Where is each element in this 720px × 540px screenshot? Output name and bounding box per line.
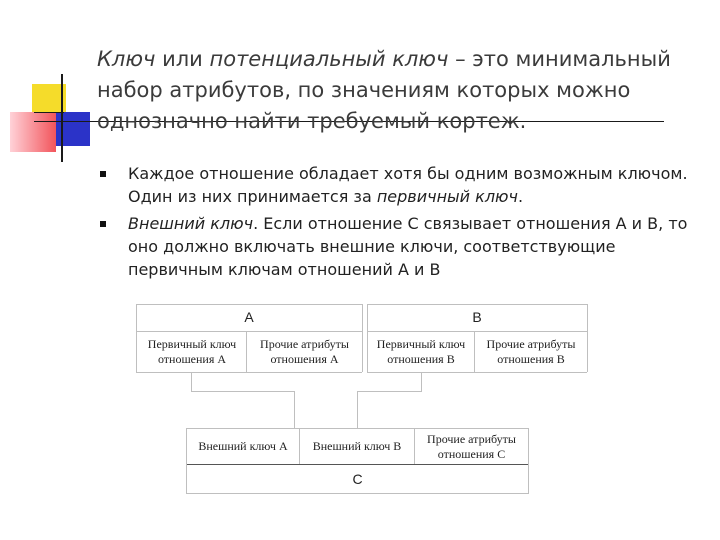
relation-c-foreign-key-a: Внешний ключ А bbox=[198, 439, 288, 453]
bullet-text: . Если отношение С связывает отношения А и В, то оно должно включать внешние ключи, соответствующие первичным ключам отношений А и В bbox=[128, 214, 688, 279]
bullet-italic: первичный ключ bbox=[376, 187, 518, 206]
bullet-item bbox=[96, 162, 706, 208]
bullet-item bbox=[96, 212, 706, 281]
bullet-text: Каждое отношение обладает хотя бы одним возможным ключом. Один из них принимается за bbox=[128, 164, 688, 206]
relation-c-name: C bbox=[352, 470, 363, 487]
relation-a-attributes: Прочие атрибуты отношения А bbox=[260, 337, 349, 366]
relation-b-name: B bbox=[472, 309, 482, 325]
relation-c-attributes: Прочие атрибуты отношения С bbox=[427, 431, 516, 461]
title-term-key: Ключ bbox=[97, 47, 156, 71]
title-term-candidate-key: потенциальный ключ bbox=[209, 47, 449, 71]
bullet-italic: Внешний ключ bbox=[128, 214, 254, 233]
title-or: или bbox=[155, 47, 210, 71]
vertical-rule bbox=[61, 74, 63, 162]
bullet-list bbox=[96, 162, 706, 285]
relation-a-primary-key: Первичный ключ отношения А bbox=[147, 337, 237, 366]
relation-a-name: A bbox=[244, 309, 254, 325]
relation-b-primary-key: Первичный ключ отношения В bbox=[376, 337, 466, 366]
bullet-marker bbox=[100, 171, 106, 177]
bullet-text-end: . bbox=[517, 187, 524, 206]
relation-b-attributes: Прочие атрибуты отношения В bbox=[486, 337, 576, 366]
slide-title bbox=[97, 44, 697, 137]
title-definition: – это минимальный набор атрибутов, по значениям которых можно однозначно найти требуемый кортеж. bbox=[97, 47, 671, 133]
red-square bbox=[10, 112, 56, 152]
horizontal-rule-short bbox=[34, 112, 64, 113]
relation-c-foreign-key-b: Внешний ключ В bbox=[312, 439, 402, 453]
bullet-marker bbox=[100, 221, 106, 227]
